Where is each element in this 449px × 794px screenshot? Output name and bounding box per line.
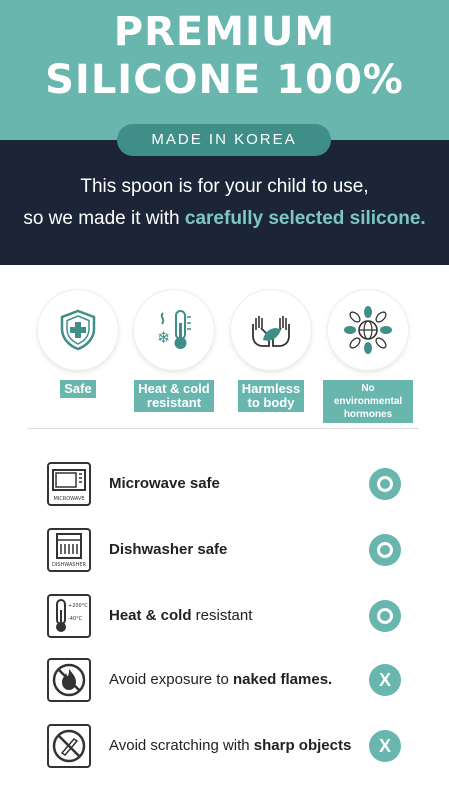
feature-no-hormones (323, 290, 413, 423)
feature-circle (328, 290, 408, 370)
checklist-text: Microwave safe (109, 475, 220, 492)
checklist-row-heat-cold (47, 594, 417, 642)
svg-text:+200°C: +200°C (68, 603, 88, 609)
globe-leaves-icon (343, 305, 393, 355)
intro-line1: This spoon is for your child to use, (80, 176, 369, 197)
checklist-row-flames (47, 658, 417, 706)
microwave-icon (47, 462, 91, 506)
hero-title-line1: PREMIUM (113, 9, 336, 55)
feature-circle (134, 290, 214, 370)
svg-text:-40°C: -40°C (68, 616, 83, 622)
svg-text:❄: ❄ (157, 328, 171, 347)
intro-line2-prefix: so we made it with (23, 208, 185, 229)
status-ok-icon (369, 468, 401, 500)
checklist-row-sharp (47, 724, 417, 772)
hero-title-line2: SILICONE 100% (45, 57, 404, 103)
status-ok-icon (369, 534, 401, 566)
thermometer-icon (151, 307, 197, 353)
feature-label: Harmless to body (238, 380, 305, 412)
intro-line2 (0, 208, 449, 230)
checklist-text: Heat & cold resistant (109, 607, 253, 624)
status-no-icon: X (369, 664, 401, 696)
status-no-icon: X (369, 730, 401, 762)
divider (27, 428, 419, 429)
checklist-text: Avoid scratching with sharp objects (109, 737, 352, 754)
feature-heat-cold (129, 290, 219, 412)
dishwasher-icon (47, 528, 91, 572)
feature-safe (33, 290, 123, 398)
no-sharp-objects-icon (47, 724, 91, 768)
checklist-row-dishwasher (47, 528, 417, 576)
thermometer-range-icon (47, 594, 91, 638)
checklist-row-microwave (47, 462, 417, 510)
feature-harmless (226, 290, 316, 412)
checklist-text: Avoid exposure to naked flames. (109, 671, 333, 688)
feature-circle (231, 290, 311, 370)
feature-label: No environmental hormones (323, 380, 413, 423)
feature-label: Heat & cold resistant (134, 380, 214, 412)
checklist-text: Dishwasher safe (109, 541, 228, 558)
shield-cross-icon (55, 307, 101, 353)
intro-band (0, 140, 449, 265)
status-ok-icon (369, 600, 401, 632)
hands-leaf-icon (247, 306, 295, 354)
made-in-korea-badge: MADE IN KOREA (117, 124, 331, 156)
svg-text:DISHWASHER: DISHWASHER (52, 562, 86, 568)
no-flame-icon (47, 658, 91, 702)
intro-highlight: carefully selected silicone. (184, 208, 426, 229)
svg-text:MICROWAVE: MICROWAVE (53, 496, 85, 502)
feature-circle (38, 290, 118, 370)
feature-label: Safe (60, 380, 95, 398)
